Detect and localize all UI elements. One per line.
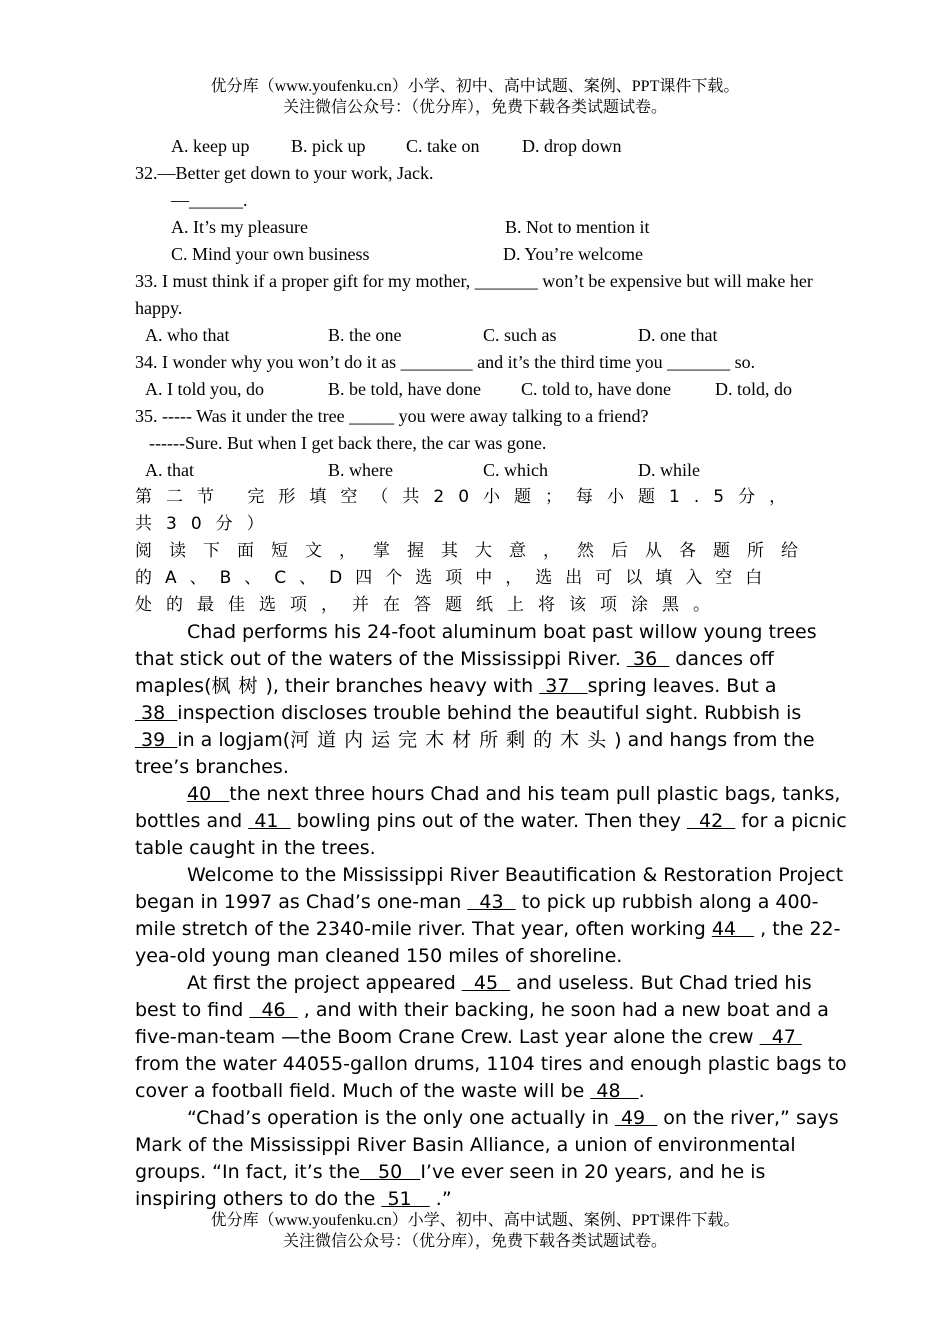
page-header xyxy=(0,76,950,118)
passage-paragraph-4 xyxy=(135,970,847,1105)
q32-options-row2 xyxy=(135,241,845,268)
section-instruction-line-3: 处的最佳选项，并在答题纸上将该项涂黑。 xyxy=(135,595,724,615)
q32-options-row1 xyxy=(135,214,845,241)
chinese-gloss-maples: 枫树 xyxy=(211,675,266,697)
passage-text: , the 22-yea-old young man cleaned 150 miles of shoreline. xyxy=(135,918,841,967)
section-title-line-1: 第二节 完形填空（共20小题；每小题1.5分， xyxy=(135,487,801,507)
q31-option-d: D. drop down xyxy=(522,136,622,156)
blank-40: 40 xyxy=(187,783,230,805)
q35-option-d: D. while xyxy=(638,460,700,480)
passage-text: bowling pins out of the water. Then they xyxy=(290,810,687,832)
blank-41: 41 xyxy=(248,810,291,832)
section-instruction-line-2: 的A、B、C、D四个选项中，选出可以填入空白 xyxy=(135,568,776,588)
q35-option-c: C. which xyxy=(483,460,548,480)
passage-text: for a picnic table caught in the trees. xyxy=(135,810,847,859)
q33-option-c: C. such as xyxy=(483,325,557,345)
passage-paragraph-2 xyxy=(135,781,847,862)
blank-43: 43 xyxy=(467,891,516,913)
q33-option-d: D. one that xyxy=(638,325,718,345)
passage-text: “Chad’s operation is the only one actually in xyxy=(187,1107,615,1129)
q32-option-d: D. You’re welcome xyxy=(503,244,643,264)
q34-option-b: B. be told, have done xyxy=(328,379,481,399)
passage-text: At first the project appeared xyxy=(187,972,462,994)
q32-reply: —______. xyxy=(171,190,248,210)
section-instruction-line-1: 阅读下面短文，掌握其大意，然后从各题所给 xyxy=(135,541,815,561)
passage-text: and useless. But Chad tried his best to find xyxy=(135,972,812,1021)
q34-option-d: D. told, do xyxy=(715,379,793,399)
q33-options xyxy=(135,322,845,349)
q31-option-b: B. pick up xyxy=(291,136,366,156)
chinese-gloss-logjam: 河道内运完木材所剩的木头 xyxy=(290,729,615,751)
passage-paragraph-5 xyxy=(135,1105,847,1213)
passage-paragraph-3 xyxy=(135,862,847,970)
cloze-passage xyxy=(135,619,847,1213)
q35-options xyxy=(135,457,845,484)
q32-option-c: C. Mind your own business xyxy=(171,244,370,264)
blank-44: 44 xyxy=(711,918,755,940)
q31-options xyxy=(135,133,845,160)
passage-text: dances off maples( xyxy=(135,648,774,697)
blank-47: 47 xyxy=(759,1026,802,1048)
q31-option-c: C. take on xyxy=(406,136,480,156)
page-footer xyxy=(0,1210,950,1252)
passage-text: ) and hangs from the tree’s branches. xyxy=(135,729,815,778)
blank-38: 38 xyxy=(135,702,178,724)
q32-stem: 32.—Better get down to your work, Jack. xyxy=(135,163,434,183)
q32-option-b: B. Not to mention it xyxy=(505,217,650,237)
passage-text: in a logjam( xyxy=(177,729,291,751)
passage-text: Chad performs his 24-foot aluminum boat past willow young trees that stick out of the waters of the Mississippi River. xyxy=(135,621,817,670)
q34-option-c: C. told to, have done xyxy=(521,379,671,399)
header-line-2: 关注微信公众号：（优分库），免费下载各类试题试卷。 xyxy=(282,99,667,116)
blank-46: 46 xyxy=(249,999,298,1021)
passage-text: inspection discloses trouble behind the beautiful sight. Rubbish is xyxy=(177,702,802,724)
blank-42: 42 xyxy=(686,810,736,832)
blank-51: 51 xyxy=(381,1188,430,1210)
passage-paragraph-1 xyxy=(135,619,847,781)
q35-option-b: B. where xyxy=(328,460,393,480)
passage-text: .” xyxy=(429,1188,452,1210)
passage-text: from the water 44055-gallon drums, 1104 tires and enough plastic bags to cover a football field. Much of the waste will be xyxy=(135,1053,847,1102)
q33-option-b: B. the one xyxy=(328,325,402,345)
passage-text: spring leaves. But a xyxy=(587,675,777,697)
passage-text: . xyxy=(638,1080,645,1102)
header-line-1: 优分库（www.youfenku.cn）小学、初中、高中试题、案例、PPT课件下载。 xyxy=(210,78,740,95)
blank-49: 49 xyxy=(614,1107,658,1129)
footer-line-2: 关注微信公众号：（优分库），免费下载各类试题试卷。 xyxy=(282,1233,667,1250)
q31-option-a: A. keep up xyxy=(171,136,250,156)
footer-line-1: 优分库（www.youfenku.cn）小学、初中、高中试题、案例、PPT课件下载。 xyxy=(210,1212,740,1229)
passage-text: ), their branches heavy with xyxy=(265,675,540,697)
passage-text: the next three hours Chad and his team pull plastic bags, tanks, bottles and xyxy=(135,783,841,832)
blank-48: 48 xyxy=(590,1080,639,1102)
passage-text: to pick up rubbish along a 400-mile stretch of the 2340-mile river. That year, often working xyxy=(135,891,819,940)
blank-37: 37 xyxy=(539,675,588,697)
q32-option-a: A. It’s my pleasure xyxy=(171,217,308,237)
section-title-line-2: 共30分） xyxy=(135,514,278,534)
q34-stem: 34. I wonder why you won’t do it as ________ and it’s the third time you _______ so. xyxy=(135,352,756,372)
page-content xyxy=(135,133,845,1213)
passage-text: on the river,” says Mark of the Mississippi River Basin Alliance, a union of environmental groups. “In fact, it’s the xyxy=(135,1107,839,1183)
q35-option-a: A. that xyxy=(145,460,194,480)
q35-reply: ------Sure. But when I get back there, the car was gone. xyxy=(149,433,547,453)
q35-stem: 35. ----- Was it under the tree _____ you were away talking to a friend? xyxy=(135,406,649,426)
passage-text: , and with their backing, he soon had a new boat and a five-man-team —the Boom Crane Crew. Last year alone the crew xyxy=(135,999,829,1048)
blank-50: 50 xyxy=(359,1161,421,1183)
passage-text: Welcome to the Mississippi River Beautification & Restoration Project began in 1997 as Chad’s one-man xyxy=(135,864,844,913)
q34-option-a: A. I told you, do xyxy=(145,379,264,399)
blank-39: 39 xyxy=(135,729,178,751)
q33-stem: 33. I must think if a proper gift for my mother, _______ won’t be expensive but will make her happy. xyxy=(135,271,813,318)
passage-text: I’ve ever seen in 20 years, and he is inspiring others to do the xyxy=(135,1161,766,1210)
q34-options xyxy=(135,376,845,403)
blank-45: 45 xyxy=(461,972,511,994)
blank-36: 36 xyxy=(626,648,670,670)
q33-option-a: A. who that xyxy=(145,325,230,345)
